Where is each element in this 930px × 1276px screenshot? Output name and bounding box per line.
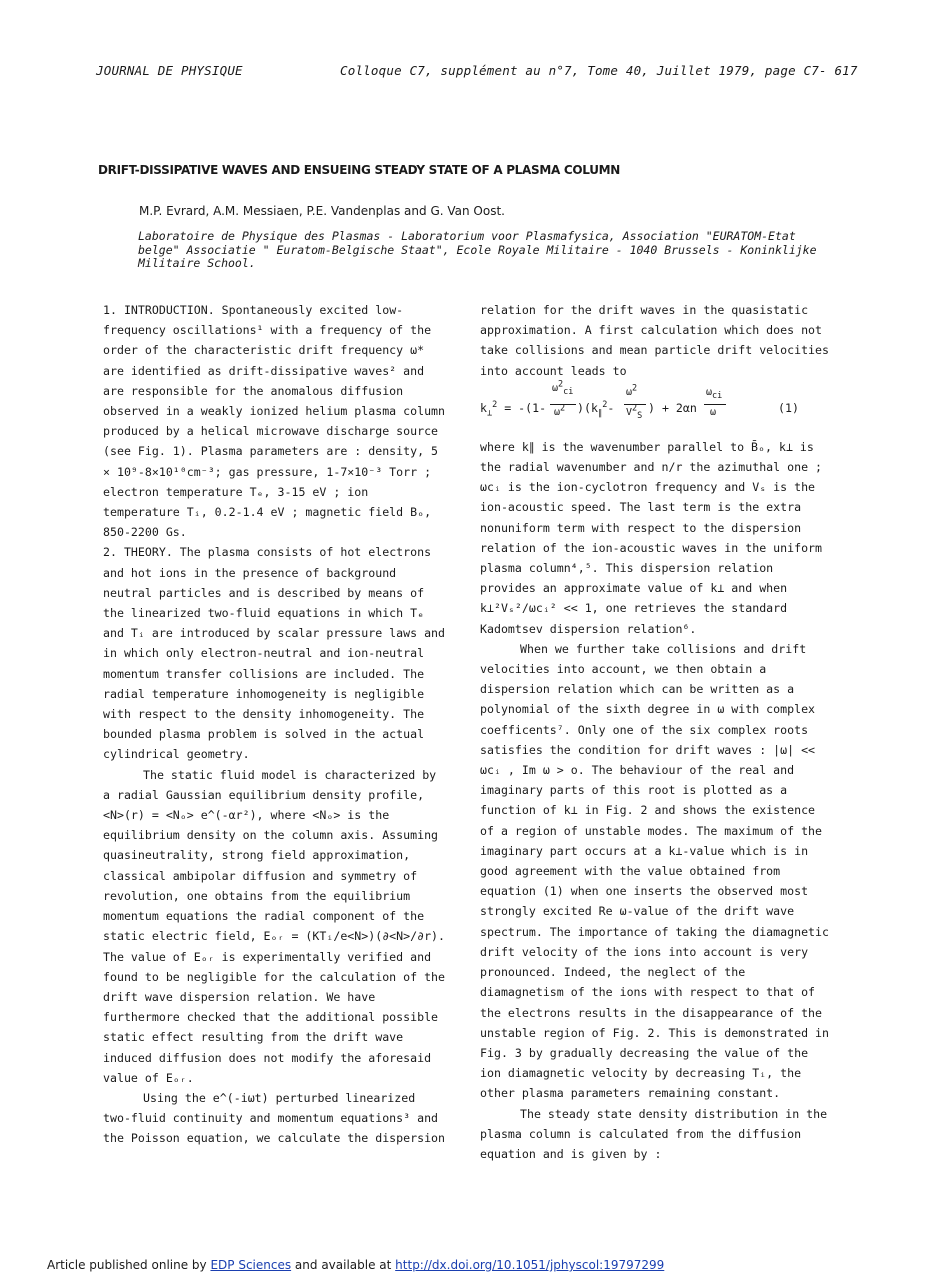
doi-link[interactable]: http://dx.doi.org/10.1051/jphyscol:19797299	[395, 1258, 665, 1272]
equation-1: $k_\perp^2 = -(1-$ $\omega^2_{ci}$ $\omega^2$ )($k_\parallel^2-$ $\omega^2$ $V^2_S$ ) + 2αn $\omega_{ci}$ ω (1)	[480, 379, 799, 421]
footer: Article published online by EDP Sciences and available at http://dx.doi.org/10.1051/jphyscol:19797299	[47, 1258, 665, 1272]
left-column	[103, 300, 448, 1149]
static-model-paragraph: The static fluid model is characterized by a radial Gaussian equilibrium density profile, <N>(r) = <Nₒ> e^(-αr²), where <Nₒ> is the equilibrium density on the column axis. Assuming quasineutrality, strong field approximation, classical ambipolar diffusion and symmetry of revolution, one obtains from the equilibrium momentum equations the radial component of the static electric field, Eₒᵣ = (KTᵢ/e<N>)(∂<N>/∂r). The value of Eₒᵣ is experimentally verified and found to be negligible for the calculation of the drift wave dispersion relation. We have furthermore checked that the additional possible static effect resulting from the drift wave induced diffusion does not modify the aforesaid value of Eₒᵣ.	[103, 767, 446, 1085]
journal-name: JOURNAL DE PHYSIQUE	[96, 63, 243, 78]
perturbation-paragraph: Using the e^(-iωt) perturbed linearized two-fluid continuity and momentum equations³ and the Poisson equation, we calculate the dispersion	[103, 1090, 446, 1146]
introduction-heading: 1. INTRODUCTION.	[103, 303, 215, 317]
right-column	[480, 300, 830, 1164]
publisher-link[interactable]: EDP Sciences	[210, 1258, 292, 1272]
steady-state-paragraph: The steady state density distribution in the plasma column is calculated from the diffusion equation and is given by :	[480, 1106, 828, 1161]
equation-number: (1)	[778, 400, 799, 415]
paper-title: DRIFT-DISSIPATIVE WAVES AND ENSUEING STEADY STATE OF A PLASMA COLUMN	[98, 163, 621, 177]
dispersion-discussion-paragraph: where k∥ is the wavenumber parallel to B̄ₒ, k⊥ is the radial wavenumber and n/r the azimuthal one ; ωcᵢ is the ion-cyclotron frequency and Vₛ is the ion-acoustic speed. The last term is the extra nonuniform term with respect to the dispersion relation of the ion-acoustic waves in the uniform plasma column⁴,⁵. This dispersion relation provides an approximate value of k⊥ and when k⊥²Vₛ²/ωcᵢ² << 1, one retrieves the standard Kadomtsev dispersion relation⁶.	[480, 439, 823, 636]
theory-paragraph: 2. THEORY. The plasma consists of hot electrons and hot ions in the presence of background neutral particles and is described by means of the linearized two-fluid equations in which Tₑ and Tᵢ are introduced by scalar pressure laws and in which only electron-neutral and ion-neutral momentum transfer collisions are included. The radial temperature inhomogeneity is negligible with respect to the density inhomogeneity. The bounded plasma problem is solved in the actual cylindrical geometry.	[103, 545, 446, 762]
citation-line: Colloque C7, supplément au n°7, Tome 40, Juillet 1979, page C7- 617	[340, 63, 858, 78]
collisions-paragraph: When we further take collisions and drift velocities into account, we then obtain a dispersion relation which can be written as a polynomial of the sixth degree in ω with complex coefficents⁷. Only one of the six complex roots satisfies the condition for drift waves : |ω| << ωcᵢ , Im ω > o. The behaviour of the real and imaginary parts of this root is plotted as a function of k⊥ in Fig. 2 and shows the existence of a region of unstable modes. The maximum of the imaginary part occurs at a k⊥-value which is in good agreement with the value obtained from equation (1) when one inserts the observed most strongly excited Re ω-value of the drift wave spectrum. The importance of taking the diamagnetic drift velocity of the ions into account is very pronounced. Indeed, the neglect of the diamagnetism of the ions with respect to that of the electrons results in the disappearance of the unstable region of Fig. 2. This is demonstrated in Fig. 3 by gradually decreasing the value of the ion diamagnetic velocity by decreasing Tᵢ, the other plasma parameters remaining constant.	[480, 641, 830, 1101]
authors: M.P. Evrard, A.M. Messiaen, P.E. Vandenplas and G. Van Oost.	[139, 204, 505, 218]
theory-heading: 2. THEORY.	[103, 545, 173, 560]
affiliation: Laboratoire de Physique des Plasmas - Laboratorium voor Plasmafysica, Association "EURATOM-Etat belge" Associatie " Euratom-Belgische Staat", Ecole Royale Militaire - 1040 Brussels - Koninklijke Militaire School.	[138, 229, 817, 270]
dispersion-intro-paragraph: relation for the drift waves in the quasistatic approximation. A first calculation which does not take collisions and mean particle drift velocities into account leads to	[480, 303, 830, 378]
introduction-paragraph: 1. INTRODUCTION. Spontaneously excited low-frequency oscillations¹ with a frequency of the order of the characteristic drift frequency ω* are identified as drift-dissipative waves² and are responsible for the anomalous diffusion observed in a weakly ionized helium plasma column produced by a helical microwave discharge source (see Fig. 1). Plasma parameters are : density, 5 × 10⁹-8×10¹⁰cm⁻³; gas pressure, 1-7×10⁻³ Torr ; electron temperature Tₑ, 3-15 eV ; ion temperature Tᵢ, 0.2-1.4 eV ; magnetic field Bₒ, 850-2200 Gs.	[103, 303, 446, 540]
